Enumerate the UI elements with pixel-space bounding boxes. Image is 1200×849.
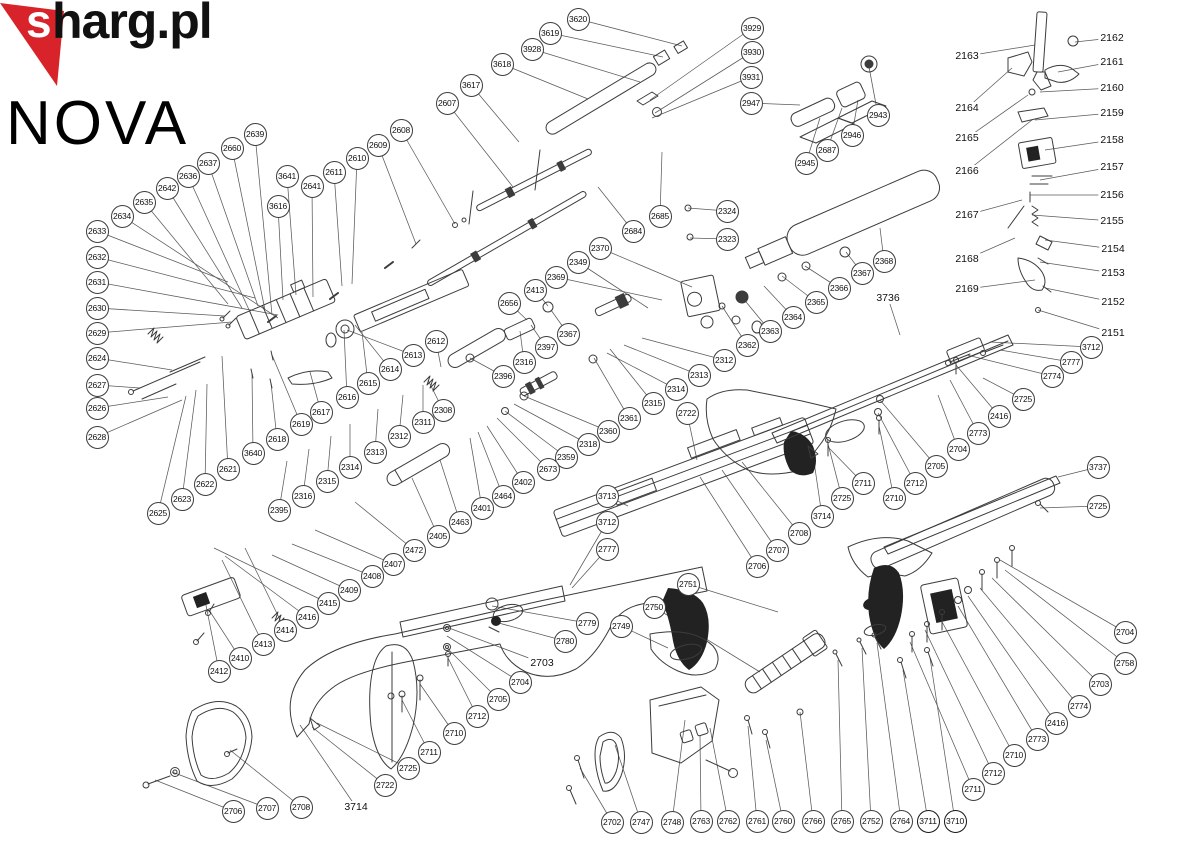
part-label-2168: 2168 [955, 253, 979, 265]
part-callout-2363: 2363 [759, 320, 782, 343]
part-callout-2621: 2621 [217, 458, 240, 481]
part-callout-2625: 2625 [147, 502, 170, 525]
part-callout-3619: 3619 [539, 22, 562, 45]
part-callout-3930: 3930 [741, 41, 764, 64]
part-label-2155: 2155 [1100, 215, 1124, 227]
part-label-2166: 2166 [955, 165, 979, 177]
part-callout-2464: 2464 [492, 485, 515, 508]
part-callout-2722: 2722 [676, 402, 699, 425]
part-callout-2413: 2413 [524, 279, 547, 302]
part-callout-2472: 2472 [403, 539, 426, 562]
part-callout-2618: 2618 [266, 428, 289, 451]
part-callout-3710: 3710 [944, 810, 967, 833]
part-callout-2397: 2397 [535, 336, 558, 359]
part-callout-2312: 2312 [713, 349, 736, 372]
part-callout-2627: 2627 [86, 374, 109, 397]
model-title: NOVA [6, 89, 190, 158]
part-callout-2633: 2633 [86, 220, 109, 243]
part-callout-2712: 2712 [982, 762, 1005, 785]
part-callout-2414: 2414 [274, 619, 297, 642]
part-callout-2401: 2401 [471, 497, 494, 520]
sharg-logo [0, 0, 240, 90]
part-callout-2947: 2947 [740, 92, 763, 115]
part-callout-2725: 2725 [1012, 388, 1035, 411]
part-callout-2315: 2315 [316, 470, 339, 493]
part-callout-2684: 2684 [622, 220, 645, 243]
part-label-3736: 3736 [876, 292, 900, 304]
part-label-2167: 2167 [955, 209, 979, 221]
part-callout-2747: 2747 [630, 811, 653, 834]
part-callout-2660: 2660 [221, 137, 244, 160]
part-callout-3712: 3712 [596, 511, 619, 534]
part-callout-2773: 2773 [967, 422, 990, 445]
part-callout-2367: 2367 [557, 323, 580, 346]
part-callout-2316: 2316 [292, 485, 315, 508]
part-callout-2416: 2416 [1045, 712, 1068, 735]
part-callout-2408: 2408 [361, 565, 384, 588]
part-callout-3929: 3929 [741, 17, 764, 40]
part-callout-2710: 2710 [1003, 744, 1026, 767]
part-callout-2619: 2619 [290, 413, 313, 436]
part-callout-2622: 2622 [194, 473, 217, 496]
part-callout-2365: 2365 [805, 291, 828, 314]
part-callout-2612: 2612 [425, 330, 448, 353]
part-callout-2316: 2316 [513, 351, 536, 374]
part-callout-3711: 3711 [917, 810, 940, 833]
part-callout-2607: 2607 [436, 92, 459, 115]
part-callout-2946: 2946 [841, 124, 864, 147]
part-callout-2615: 2615 [357, 372, 380, 395]
part-callout-2636: 2636 [177, 165, 200, 188]
part-callout-2751: 2751 [677, 573, 700, 596]
part-callout-2780: 2780 [554, 630, 577, 653]
part-callout-2764: 2764 [890, 810, 913, 833]
part-callout-2308: 2308 [432, 399, 455, 422]
part-callout-2748: 2748 [661, 811, 684, 834]
part-callout-2463: 2463 [449, 511, 472, 534]
part-callout-2774: 2774 [1068, 695, 1091, 718]
part-callout-2412: 2412 [208, 660, 231, 683]
part-callout-2362: 2362 [736, 334, 759, 357]
part-callout-2779: 2779 [576, 612, 599, 635]
part-callout-2704: 2704 [947, 438, 970, 461]
part-callout-2750: 2750 [643, 596, 666, 619]
part-callout-2405: 2405 [427, 525, 450, 548]
part-callout-2416: 2416 [296, 606, 319, 629]
part-callout-3712: 3712 [1080, 336, 1103, 359]
part-callout-2312: 2312 [388, 425, 411, 448]
part-callout-2315: 2315 [642, 392, 665, 415]
part-callout-2774: 2774 [1041, 365, 1064, 388]
part-callout-2323: 2323 [716, 228, 739, 251]
part-label-2164: 2164 [955, 102, 979, 114]
part-callout-2416: 2416 [988, 405, 1011, 428]
part-callout-2708: 2708 [788, 522, 811, 545]
part-callout-2760: 2760 [772, 810, 795, 833]
part-callout-2711: 2711 [962, 778, 985, 801]
part-label-2157: 2157 [1100, 161, 1124, 173]
part-callout-2359: 2359 [555, 446, 578, 469]
part-label-2703: 2703 [530, 657, 554, 669]
part-label-2153: 2153 [1101, 267, 1125, 279]
part-callout-3617: 3617 [460, 74, 483, 97]
part-callout-2407: 2407 [382, 553, 405, 576]
part-callout-2725: 2725 [397, 757, 420, 780]
part-label-2152: 2152 [1101, 296, 1125, 308]
part-callout-2369: 2369 [545, 266, 568, 289]
part-callout-2712: 2712 [904, 472, 927, 495]
part-callout-2639: 2639 [244, 123, 267, 146]
part-callout-2624: 2624 [86, 347, 109, 370]
part-callout-2766: 2766 [802, 810, 825, 833]
part-callout-2313: 2313 [364, 441, 387, 464]
part-callout-2642: 2642 [156, 177, 179, 200]
part-callout-2711: 2711 [852, 472, 875, 495]
logo-letter-s: s [26, 0, 52, 47]
part-label-2160: 2160 [1100, 82, 1124, 94]
part-label-2154: 2154 [1101, 243, 1125, 255]
part-callout-2763: 2763 [690, 810, 713, 833]
part-callout-2725: 2725 [831, 487, 854, 510]
part-callout-2631: 2631 [86, 271, 109, 294]
part-callout-2623: 2623 [171, 488, 194, 511]
part-callout-2725: 2725 [1087, 495, 1110, 518]
part-callout-2360: 2360 [597, 420, 620, 443]
part-callout-3641: 3641 [276, 165, 299, 188]
part-callout-2777: 2777 [596, 538, 619, 561]
part-label-2151: 2151 [1101, 327, 1125, 339]
part-callout-2413: 2413 [252, 633, 275, 656]
part-callout-2708: 2708 [290, 796, 313, 819]
part-callout-2629: 2629 [86, 322, 109, 345]
part-callout-2361: 2361 [618, 407, 641, 430]
part-callout-2752: 2752 [860, 810, 883, 833]
part-callout-2762: 2762 [717, 810, 740, 833]
part-callout-3620: 3620 [567, 8, 590, 31]
part-callout-3616: 3616 [267, 195, 290, 218]
part-callout-2608: 2608 [390, 119, 413, 142]
part-callout-2396: 2396 [492, 365, 515, 388]
part-callout-2314: 2314 [665, 378, 688, 401]
part-callout-2609: 2609 [367, 134, 390, 157]
part-callout-2402: 2402 [512, 471, 535, 494]
part-callout-2707: 2707 [766, 539, 789, 562]
part-callout-3713: 3713 [596, 485, 619, 508]
part-callout-2749: 2749 [610, 615, 633, 638]
part-callout-2415: 2415 [317, 592, 340, 615]
part-callout-2368: 2368 [873, 250, 896, 273]
part-callout-2610: 2610 [346, 147, 369, 170]
part-callout-2777: 2777 [1060, 351, 1083, 374]
part-callout-2641: 2641 [301, 175, 324, 198]
part-callout-2710: 2710 [443, 722, 466, 745]
part-callout-2943: 2943 [867, 104, 890, 127]
part-callout-2370: 2370 [589, 237, 612, 260]
part-label-2162: 2162 [1100, 32, 1124, 44]
part-callout-2765: 2765 [831, 810, 854, 833]
part-callout-2614: 2614 [379, 358, 402, 381]
part-callout-2318: 2318 [577, 433, 600, 456]
part-callout-2637: 2637 [197, 152, 220, 175]
part-callout-2364: 2364 [782, 306, 805, 329]
part-callout-2673: 2673 [537, 458, 560, 481]
part-callout-2626: 2626 [86, 397, 109, 420]
logo-text: harg.pl [52, 0, 212, 49]
part-callout-2702: 2702 [601, 811, 624, 834]
part-label-2165: 2165 [955, 132, 979, 144]
part-callout-2945: 2945 [795, 152, 818, 175]
part-callout-3618: 3618 [491, 53, 514, 76]
part-callout-2685: 2685 [649, 205, 672, 228]
part-callout-2707: 2707 [256, 797, 279, 820]
part-label-2161: 2161 [1100, 56, 1124, 68]
part-label-2158: 2158 [1100, 134, 1124, 146]
part-callout-2613: 2613 [402, 344, 425, 367]
part-callout-2628: 2628 [86, 426, 109, 449]
part-label-3714: 3714 [344, 801, 368, 813]
part-callout-2705: 2705 [925, 455, 948, 478]
part-callout-2656: 2656 [498, 292, 521, 315]
part-callout-3931: 3931 [740, 66, 763, 89]
part-callout-2366: 2366 [828, 277, 851, 300]
part-callout-2314: 2314 [339, 456, 362, 479]
part-callout-3714: 3714 [811, 505, 834, 528]
part-callout-3928: 3928 [521, 38, 544, 61]
part-callout-2324: 2324 [716, 200, 739, 223]
part-callout-2773: 2773 [1026, 728, 1049, 751]
part-callout-2630: 2630 [86, 297, 109, 320]
part-label-2159: 2159 [1100, 107, 1124, 119]
part-callout-2632: 2632 [86, 246, 109, 269]
part-callout-2367: 2367 [851, 262, 874, 285]
part-callout-2409: 2409 [338, 579, 361, 602]
part-callout-2349: 2349 [567, 251, 590, 274]
part-callout-2722: 2722 [374, 774, 397, 797]
part-callout-2705: 2705 [487, 688, 510, 711]
part-label-2156: 2156 [1100, 189, 1124, 201]
part-callout-2758: 2758 [1114, 652, 1137, 675]
part-callout-2635: 2635 [133, 191, 156, 214]
part-callout-2706: 2706 [222, 800, 245, 823]
part-callout-2617: 2617 [310, 401, 333, 424]
part-callout-3640: 3640 [242, 442, 265, 465]
part-callout-2611: 2611 [323, 161, 346, 184]
part-label-2169: 2169 [955, 283, 979, 295]
part-callout-2704: 2704 [509, 671, 532, 694]
part-callout-2313: 2313 [688, 364, 711, 387]
part-callout-2410: 2410 [229, 647, 252, 670]
part-callout-3737: 3737 [1087, 456, 1110, 479]
part-callout-2395: 2395 [268, 499, 291, 522]
part-callout-2634: 2634 [111, 205, 134, 228]
part-callout-2706: 2706 [746, 555, 769, 578]
part-callout-2311: 2311 [412, 411, 435, 434]
part-callout-2703: 2703 [1089, 673, 1112, 696]
part-callout-2712: 2712 [466, 705, 489, 728]
part-callout-2704: 2704 [1114, 621, 1137, 644]
part-label-2163: 2163 [955, 50, 979, 62]
part-callout-2616: 2616 [336, 386, 359, 409]
part-callout-2711: 2711 [418, 741, 441, 764]
part-callout-2687: 2687 [816, 139, 839, 162]
part-callout-2710: 2710 [883, 487, 906, 510]
part-callout-2761: 2761 [746, 810, 769, 833]
